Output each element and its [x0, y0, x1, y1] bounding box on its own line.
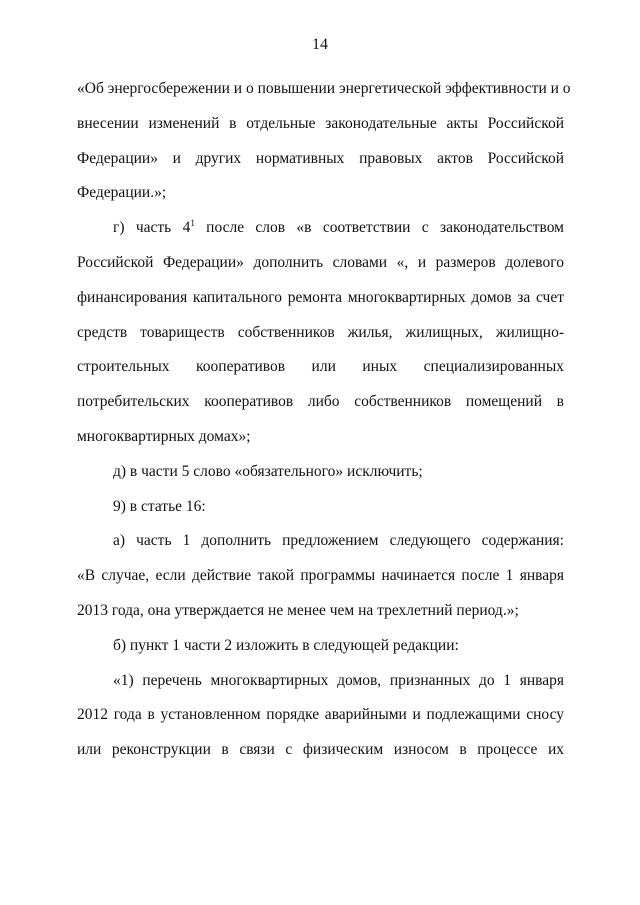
text-line: финансирования капитального ремонта многоквартирных домов за счет: [77, 288, 564, 306]
text-line: 9) в статье 16:: [113, 497, 206, 515]
text-line: внесении изменений в отдельные законодательные акты Российской: [77, 114, 564, 132]
superscript: 1: [190, 218, 195, 229]
paragraph-4: [77, 490, 564, 525]
text-line: 2013 года, она утверждается не менее чем на трехлетний период.»;: [77, 601, 519, 619]
text-line: «Об энергосбережении и о повышении энергетической эффективности и о: [77, 80, 571, 97]
text-line: [77, 211, 564, 246]
document-body: [77, 72, 571, 768]
text-fragment: после слов «в соответствии с законодательством: [194, 219, 564, 237]
text-line: средств товариществ собственников жилья, жилищных, жилищно-: [77, 323, 564, 341]
text-line: многоквартирных домах»;: [77, 427, 251, 445]
text-line: б) пункт 1 части 2 изложить в следующей редакции:: [113, 636, 459, 654]
text-line: «В случае, если действие такой программы начинается после 1 января: [77, 567, 564, 585]
text-fragment: г) часть 4: [113, 219, 191, 237]
page-number: 14: [312, 36, 328, 53]
paragraph-5: [77, 524, 564, 628]
text-line: 2012 года в установленном порядке аварийными и подлежащими сносу: [77, 706, 564, 724]
text-line: Федерации.»;: [77, 184, 167, 202]
paragraph-7: [77, 664, 564, 768]
paragraph-3: [77, 455, 564, 490]
paragraph-2: [77, 211, 564, 455]
text-line: «1) перечень многоквартирных домов, признанных до 1 января: [113, 671, 564, 689]
text-line: д) в части 5 слово «обязательного» исключить;: [113, 462, 423, 480]
text-line: потребительских кооперативов либо собственников помещений в: [77, 393, 564, 411]
text-line: Российской Федерации» дополнить словами «, и размеров долевого: [77, 253, 564, 271]
paragraph-6: [77, 629, 564, 664]
text-line: строительных кооперативов или иных специализированных: [77, 358, 564, 376]
text-line: Федерации» и других нормативных правовых актов Российской: [77, 149, 564, 167]
text-line: а) часть 1 дополнить предложением следующего содержания:: [113, 532, 564, 550]
text-line: или реконструкции в связи с физическим износом в процессе их: [77, 741, 564, 759]
paragraph-1: [77, 72, 571, 211]
